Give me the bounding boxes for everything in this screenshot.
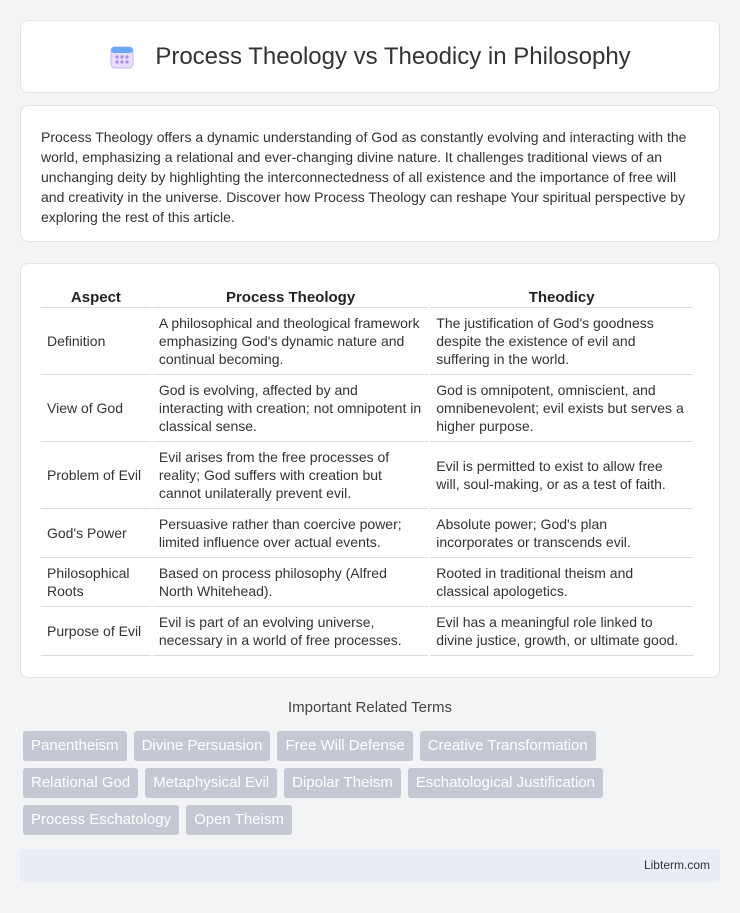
table-row	[41, 308, 693, 375]
process-theology-cell: Evil is part of an evolving universe, necessary in a world of free processes.	[153, 607, 428, 656]
process-theology-cell: A philosophical and theological framework emphasizing God's dynamic nature and continual becoming.	[153, 308, 428, 375]
tag-open-theism[interactable]: Open Theism	[186, 805, 292, 835]
process-theology-cell: God is evolving, affected by and interacting with creation; not omnipotent in classical sense.	[153, 375, 428, 442]
process-theology-cell: Based on process philosophy (Alfred North Whitehead).	[153, 558, 428, 607]
calendar-grid-icon	[109, 44, 135, 70]
table-row	[41, 558, 693, 607]
footer-site-link[interactable]: Libterm.com	[643, 858, 710, 872]
tag-creative-transformation[interactable]: Creative Transformation	[420, 731, 596, 761]
aspect-cell: Problem of Evil	[41, 442, 151, 509]
theodicy-cell: Evil is permitted to exist to allow free will, soul-making, or as a test of faith.	[430, 442, 693, 509]
comparison-table	[39, 284, 695, 656]
tag-process-eschatology[interactable]: Process Eschatology	[23, 805, 179, 835]
aspect-cell: Purpose of Evil	[41, 607, 151, 656]
column-header-theodicy: Theodicy	[430, 284, 693, 308]
theodicy-cell: Rooted in traditional theism and classical apologetics.	[430, 558, 693, 607]
aspect-cell: Definition	[41, 308, 151, 375]
table-row	[41, 607, 693, 656]
tag-row	[23, 768, 723, 798]
aspect-cell: Philosophical Roots	[41, 558, 151, 607]
tag-divine-persuasion[interactable]: Divine Persuasion	[134, 731, 271, 761]
table-header-row	[41, 284, 693, 308]
theodicy-cell: Evil has a meaningful role linked to divine justice, growth, or ultimate good.	[430, 607, 693, 656]
intro-card	[20, 105, 720, 242]
intro-text: Process Theology offers a dynamic understanding of God as constantly evolving and interacting with the world, emphasizing a relational and ever-changing divine nature. It challenges traditional views of an unchanging deity by highlighting the interconnectedness of all existence and the importance of free will and creativity in the universe. Discover how Process Theology can reshape Your spiritual perspective by exploring the rest of this article.	[41, 129, 687, 225]
related-terms-title: Important Related Terms	[288, 699, 452, 716]
process-theology-cell: Persuasive rather than coercive power; limited influence over actual events.	[153, 509, 428, 558]
column-header-process-theology: Process Theology	[153, 284, 428, 308]
aspect-cell: God's Power	[41, 509, 151, 558]
process-theology-cell: Evil arises from the free processes of reality; God suffers with creation but cannot unilaterally prevent evil.	[153, 442, 428, 509]
footer	[20, 849, 720, 882]
table-row	[41, 509, 693, 558]
tag-free-will-defense[interactable]: Free Will Defense	[277, 731, 412, 761]
aspect-cell: View of God	[41, 375, 151, 442]
theodicy-cell: Absolute power; God's plan incorporates or transcends evil.	[430, 509, 693, 558]
comparison-card	[20, 263, 720, 678]
related-terms-tags	[23, 731, 723, 842]
tag-row	[23, 805, 723, 835]
tag-dipolar-theism[interactable]: Dipolar Theism	[284, 768, 401, 798]
tag-relational-god[interactable]: Relational God	[23, 768, 138, 798]
theodicy-cell: The justification of God's goodness despite the existence of evil and suffering in the world.	[430, 308, 693, 375]
tag-panentheism[interactable]: Panentheism	[23, 731, 127, 761]
tag-metaphysical-evil[interactable]: Metaphysical Evil	[145, 768, 277, 798]
tag-row	[23, 731, 723, 761]
table-row	[41, 375, 693, 442]
table-row	[41, 442, 693, 509]
tag-eschatological-justification[interactable]: Eschatological Justification	[408, 768, 603, 798]
theodicy-cell: God is omnipotent, omniscient, and omnibenevolent; evil exists but serves a higher purpose.	[430, 375, 693, 442]
page-title: Process Theology vs Theodicy in Philosophy	[155, 42, 631, 70]
column-header-aspect: Aspect	[41, 284, 151, 308]
header-card	[20, 20, 720, 93]
